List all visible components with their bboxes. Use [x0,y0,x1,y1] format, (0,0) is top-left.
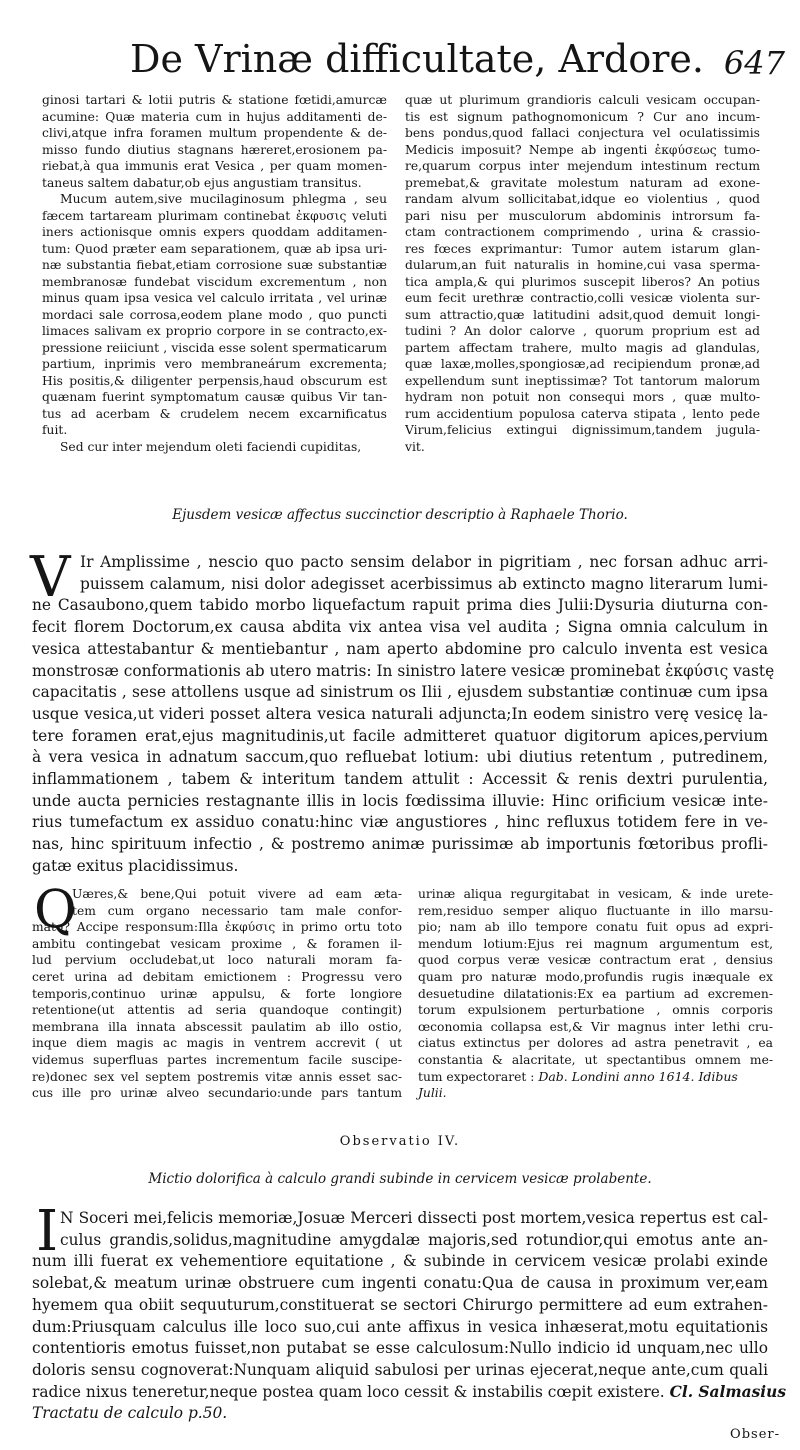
text-line: nas, hinc spirituum infectio , & postremo animæ purissimæ ab importunis fœtoribus profli- [32,835,768,854]
text-line: num illi fuerat ex vehementiore equitatione , & subinde in cervicem vesicæ prolabi exinde [32,1252,768,1271]
text-line: sum attractio,quæ latitudini adsit,quod demuit longi- [405,307,760,322]
text-line: culus grandis,solidus,magnitudine amygdalæ majoris,sed rotundior,qui emotus ante an- [60,1230,768,1249]
text-line-start: radice nixus teneretur,neque postea quam loco cessit & instabilis cœpit existere. [32,1382,665,1401]
section2-heading: Ejusdem vesicæ affectus succinctior descriptio à Raphaele Thorio. [172,507,628,523]
text-line: Sed cur inter mejendum oleti faciendi cupiditas, [60,439,362,454]
text-line: vit. [405,439,425,454]
text-line: limaces salivam ex proprio corpore in se contracto,ex- [42,324,387,338]
text-line: desuetudine dilatationis:Ex ea partium ad excremen- [418,986,773,1001]
text-line: rius tumefactum ex assiduo conatu:hinc viæ angustiores , hinc refluxus totidem fere in ve- [32,813,768,832]
observation-first-lines [60,1208,768,1251]
text-line: torum expulsionem perturbatione , omnis corporis [418,1003,773,1018]
observation-subheading: Mictio dolorifica à calculo grandi subinde in cervicem vesicæ prolabente. [148,1171,652,1187]
text-line: hyemem qua obiit sequuturum,constituerat se sectori Chirurgo permittere ad eum extrahen- [32,1295,768,1314]
text-line: solebat,& meatum urinæ obstruere cum ingenti conatu:Qua de causa in proximum ver,eam [32,1274,768,1293]
text-line: pressione reiiciunt , viscida esse solent spermaticarum [42,340,387,355]
text-line: partem affectam trahere, multo magis ad glandulas, [405,340,760,355]
text-line-start: tum expectoraret : [418,1069,535,1084]
text-line: Mucum autem,sive mucilaginosum phlegma , seu [60,192,387,206]
text-line: vesica attestabantur & mentiebantur , nam aperto abdomine pro calculo inventa est vesica [32,639,768,658]
text-line: quam pro naturæ modo,profundis rugis inæquale ex [418,969,773,984]
text-line: randam alvum sollicitabat,idque eo violentius , quod [405,192,760,206]
text-line: tudini ? An dolor calorve , quorum proprium est ad [405,324,760,338]
text-line: lud pervium occludebat,ut loco naturali moram fa- [32,953,402,968]
text-line: pio; nam ab illo tempore conatu fuit opus ad expri- [418,920,773,935]
text-line: membranosæ fundebat viscidum excrementum , non [42,274,387,289]
text-line: fuit. [42,423,68,437]
section3-left-first-lines [72,886,402,919]
text-line: tere foramen erat,ejus magnitudinis,ut facile admitteret quatuor digitorum apices,pervium [32,726,768,745]
text-line: res fœces exprimantur: Tumor autem istarum glan- [405,241,760,256]
text-line [418,1069,773,1086]
section3-left-column [32,919,402,1102]
drop-cap: Q [34,880,77,940]
text-line: expellendum sunt ineptissimæ? Tot tantorum malorum [405,373,760,388]
text-line: fecit florem Doctorum,ex causa abdita vix antea visa vel audita ; Signa omnia calculum in [32,618,768,637]
text-line: acumine: Quæ materia cum in hujus additamenti de- [42,109,387,124]
section1-right-column [405,92,760,455]
text-line: contentioris emotus fuisset,non putabat se esse calculosum:Nullo indicio id unquam,nec ullo [32,1339,768,1358]
text-line: ambitu contingebat vesicam proxime , & foramen il- [32,936,402,951]
text-line: mordaci sale corrosa,eodem plane modo , quo puncti [42,307,387,322]
text-line [32,1382,786,1404]
text-line: puissem calamum, nisi dolor adegisset acerbissimus ab extincto magno literarum lumi- [80,574,768,593]
text-line: His positis,& diligenter perpensis,haud obscurum est [42,373,387,388]
text-line: dularum,an fuit naturalis in homine,cui vasa sperma- [405,258,760,272]
citation-source: Tractatu de calculo p.50. [32,1404,228,1423]
text-line: dum:Priusquam calculus ille loco suo,cui ante affixus in vesica inhæserat,motu equitationis [32,1317,768,1336]
text-line: gatæ exitus placidissimus. [32,856,239,875]
text-line: taneus saltem dabatur,ob ejus angustiam transitus. [42,175,362,190]
text-line: œconomia collapsa est,& Vir magnus inter lethi cru- [418,1019,773,1034]
drop-cap: V [30,545,71,610]
text-line: eum fecit urethræ contractio,colli vesicæ violenta sur- [405,291,760,305]
text-line: re,quarum corpus inter mejendum intestinum rectum [405,159,760,173]
text-line: constantia & alacritate, ut spectantibus omnem me- [418,1052,773,1067]
text-line: hydram non potuit non consequi mors , quæ multo- [405,390,760,404]
text-line: N Soceri mei,felicis memoriæ,Josuæ Merceri dissecti post mortem,vesica repertus est cal- [60,1209,768,1227]
text-line: à vera vesica in adnatum saccum,quo refluebat lotium: ubi diutius retentum , putredinem, [32,748,768,767]
text-line: quæ laxæ,molles,spongiosæ,ad recipiendum pronæ,ad [405,357,760,371]
text-line: Uæres,& bene,Qui potuit vivere ad eam æta- [72,887,402,901]
text-line: unde aucta pernicies restagnante illis in locis fœdissima illuvie: Hinc orificium vesicæ inte- [32,791,768,810]
text-line: riebat,à qua immunis erat Vesica , per quam momen- [42,159,387,173]
observation-body [32,1251,786,1425]
text-line: bens pondus,quod fallaci conjectura vel oculatissimis [405,126,760,140]
letter-date-signature-end: Julii. [418,1086,447,1101]
citation-author: Cl. Salmasius [669,1382,786,1401]
text-line: ginosi tartari & lotii putris & statione fœtidi,amurcæ [42,93,387,107]
text-line: cus ille pro urinæ alveo secundario:unde pars tantum [32,1086,402,1101]
text-line: fæcem tartaream plurimam continebat ἐκφυσις veluti [42,208,387,223]
text-line: tem cum organo necessario tam male confor- [72,903,402,918]
section2-first-lines [80,552,768,595]
text-line: usque vesica,ut videri posset altera vesica naturali adjuncta;In eodem sinistro verę vesicę la- [32,704,768,723]
text-line: monstrosæ conformationis ab utero matris: In sinistro latere vesicæ prominebat ἐκφύσις vastę [32,661,775,680]
running-head-title: De Vrinæ difficultate, Ardore. [130,37,704,81]
text-line: Virum,felicius extingui dignissimum,tandem jugula- [405,423,760,437]
text-line: partium, inprimis vero membraneárum excrementa; [42,357,387,371]
page-number: 647 [723,44,785,82]
text-line: premebat,& gravitate molestum naturam ad exone- [405,175,760,190]
text-line: tum: Quod præter eam separationem, quæ ab ipsa uri- [42,241,387,256]
text-line: retentione(ut attentis ad seria quandoque contingit) [32,1003,402,1018]
text-line: quod corpus veræ vesicæ contractum erat , densius [418,953,773,968]
text-line: minus quam ipsa vesica vel calculo irritata , vel urinæ [42,291,387,305]
text-line: inflammationem , tabem & interitum tandem attulit : Accessit & renis dextri purulentia, [32,770,768,789]
text-line: iners actionisque omnis expers quoddam additamen- [42,225,387,239]
text-line: rem,residuo semper aliquo fluctuante in illo marsu- [418,903,773,918]
text-line: tus ad acerbam & crudelem necem excarnificatus [42,406,387,421]
text-line: clivi,atque infra foramen multum propendente & de- [42,126,387,140]
section2-body [32,595,775,877]
text-line: ciatus extinctus per dolores ad astra penetravit , ea [418,1036,773,1051]
text-line: tis est signum pathognomonicum ? Cur ano incum- [405,109,760,124]
text-line: capacitatis , sese attollens usque ad sinistrum os Ilii , ejusdem substantiæ continuæ cum ipsa [32,683,768,702]
text-line: quænam fuerint symptomatum causæ quibus Vir tan- [42,390,387,404]
text-line: doloris sensu cognoverat:Nunquam aliquid sabulosi per urinas ejecerat,neque ante,cum quali [32,1360,768,1379]
text-line: ne Casaubono,quem tabido morbo liquefactum rapuit prima dies Julii:Dysuria diuturna con- [32,596,768,615]
text-line: temporis,continuo urinæ appulsu, & forte longiore [32,986,402,1001]
text-line: inque diem magis ac magis in ventrem accrevit ( ut [32,1036,402,1051]
text-line: ceret urina ad debitam emictionem : Progressu vero [32,969,402,984]
text-line: videmus superfluas partes incrementum facile suscipe- [32,1052,402,1067]
text-line: membrana illa innata abscessit paulatim ab illo ostio, [32,1019,402,1034]
text-line: misso fundo diutius stagnans hæreret,erosionem pa- [42,142,387,157]
text-line: mendum lotium:Ejus rei magnum argumentum est, [418,936,773,951]
text-line: Medicis imposuit? Nempe ab ingenti ἐκφύσεως tumo- [405,142,760,157]
text-line: urinæ aliqua regurgitabat in vesicam, & inde urete- [418,887,773,901]
drop-cap: I [36,1199,59,1264]
text-line: re)donec sex vel septem postremis vitæ annis esset sac- [32,1069,402,1084]
text-line: rum accidentium populosa caterva stipata , lento pede [405,406,760,421]
text-line: mato? Accipe responsum:Illa ἐκφύσις in primo ortu toto [32,920,402,935]
text-line: næ substantia fiebat,etiam corrosione suæ substantiæ [42,258,387,272]
section3-right-column [418,886,773,1102]
observation-heading: Observatio IV. [339,1134,461,1149]
text-line: ctam contractionem comprimendo , urina & crassio- [405,225,760,239]
text-line: Ir Amplissime , nescio quo pacto sensim delabor in pigritiam , nec forsan adhuc arri- [80,553,768,571]
catchword: Obser- [730,1427,780,1442]
section1-left-column [42,92,387,455]
text-line: tica ampla,& qui plurimos suscepit liberos? An potius [405,274,760,289]
text-line: pari nisu per musculorum abdominis introrsum fa- [405,208,760,223]
text-line: quæ ut plurimum grandioris calculi vesicam occupan- [405,93,760,107]
letter-date-signature: Dab. Londini anno 1614. Idibus [538,1068,738,1084]
